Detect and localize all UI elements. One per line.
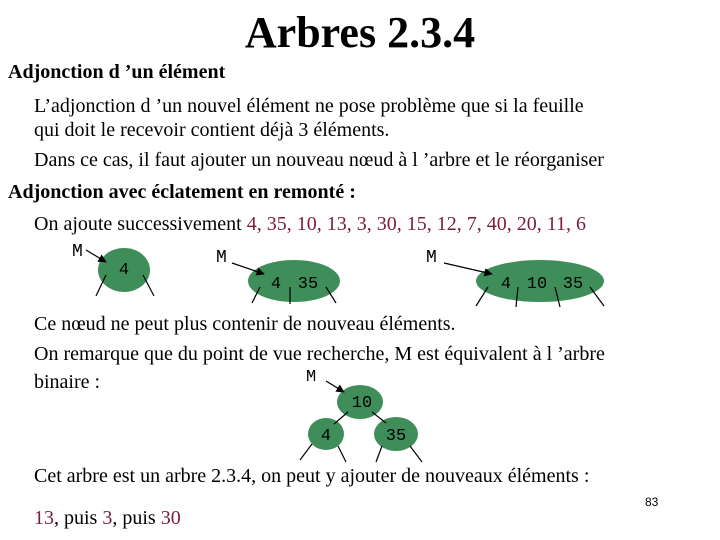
node-key: 35 <box>385 427 407 446</box>
pointer-arrow <box>86 250 106 262</box>
text-line: Dans ce cas, il faut ajouter un nouveau nœud à l ’arbre et le réorganiser <box>34 149 604 171</box>
root-label: M <box>216 248 227 268</box>
node-key: 35 <box>297 275 319 294</box>
insertion-sequence: 4, 35, 10, 13, 3, 30, 15, 12, 7, 40, 20, 11, 6 <box>246 213 586 235</box>
tree-4-binary <box>300 368 422 462</box>
text-line: qui doit le recevoir contient déjà 3 éléments. <box>34 119 390 141</box>
node-key: 4 <box>500 275 512 294</box>
node-key: 10 <box>526 275 548 294</box>
page-title: Arbres 2.3.4 <box>244 8 476 57</box>
root-label: M <box>426 248 437 268</box>
node-key: 10 <box>351 394 373 413</box>
text-line: L’adjonction d ’un nouvel élément ne pose problème que si la feuille <box>34 95 584 117</box>
tree-3 <box>426 248 604 307</box>
tree-2 <box>216 248 340 304</box>
tree-1 <box>72 242 154 296</box>
remark-binary: binaire : <box>34 371 101 393</box>
node-4-35 <box>248 260 340 302</box>
separator: , puis <box>54 507 103 529</box>
section-heading-adjonction: Adjonction d ’un élément <box>8 61 226 83</box>
node-key: 4 <box>320 427 332 446</box>
child-link <box>372 412 386 423</box>
next-insertions <box>34 506 181 530</box>
pointer-arrow <box>444 263 492 274</box>
node-key: 4 <box>270 275 282 294</box>
root-label: M <box>306 368 317 387</box>
child-link <box>376 446 382 462</box>
page-number: 83 <box>645 495 659 509</box>
node-key: 35 <box>562 275 584 294</box>
root-label: M <box>72 242 83 262</box>
section-heading-eclatement: Adjonction avec éclatement en remonté : <box>8 181 356 203</box>
child-link <box>410 446 422 462</box>
remark-full-node: Ce nœud ne peut plus contenir de nouveau éléments. <box>34 313 456 335</box>
insert-value: 30 <box>160 507 181 529</box>
child-link <box>338 446 346 462</box>
node-key: 4 <box>118 261 130 280</box>
insertion-intro: On ajoute successivement <box>34 213 247 235</box>
conclusion-line: Cet arbre est un arbre 2.3.4, on peut y ajouter de nouveaux éléments : <box>34 465 590 487</box>
child-link <box>143 275 154 296</box>
remark-equivalence: On remarque que du point de vue recherche, M est équivalent à l ’arbre <box>34 343 605 365</box>
insert-value: 13 <box>34 507 54 529</box>
child-link <box>300 444 312 460</box>
pointer-arrow <box>326 381 344 392</box>
separator: , puis <box>112 507 161 529</box>
child-link <box>334 412 348 424</box>
insert-value: 3 <box>102 507 113 529</box>
